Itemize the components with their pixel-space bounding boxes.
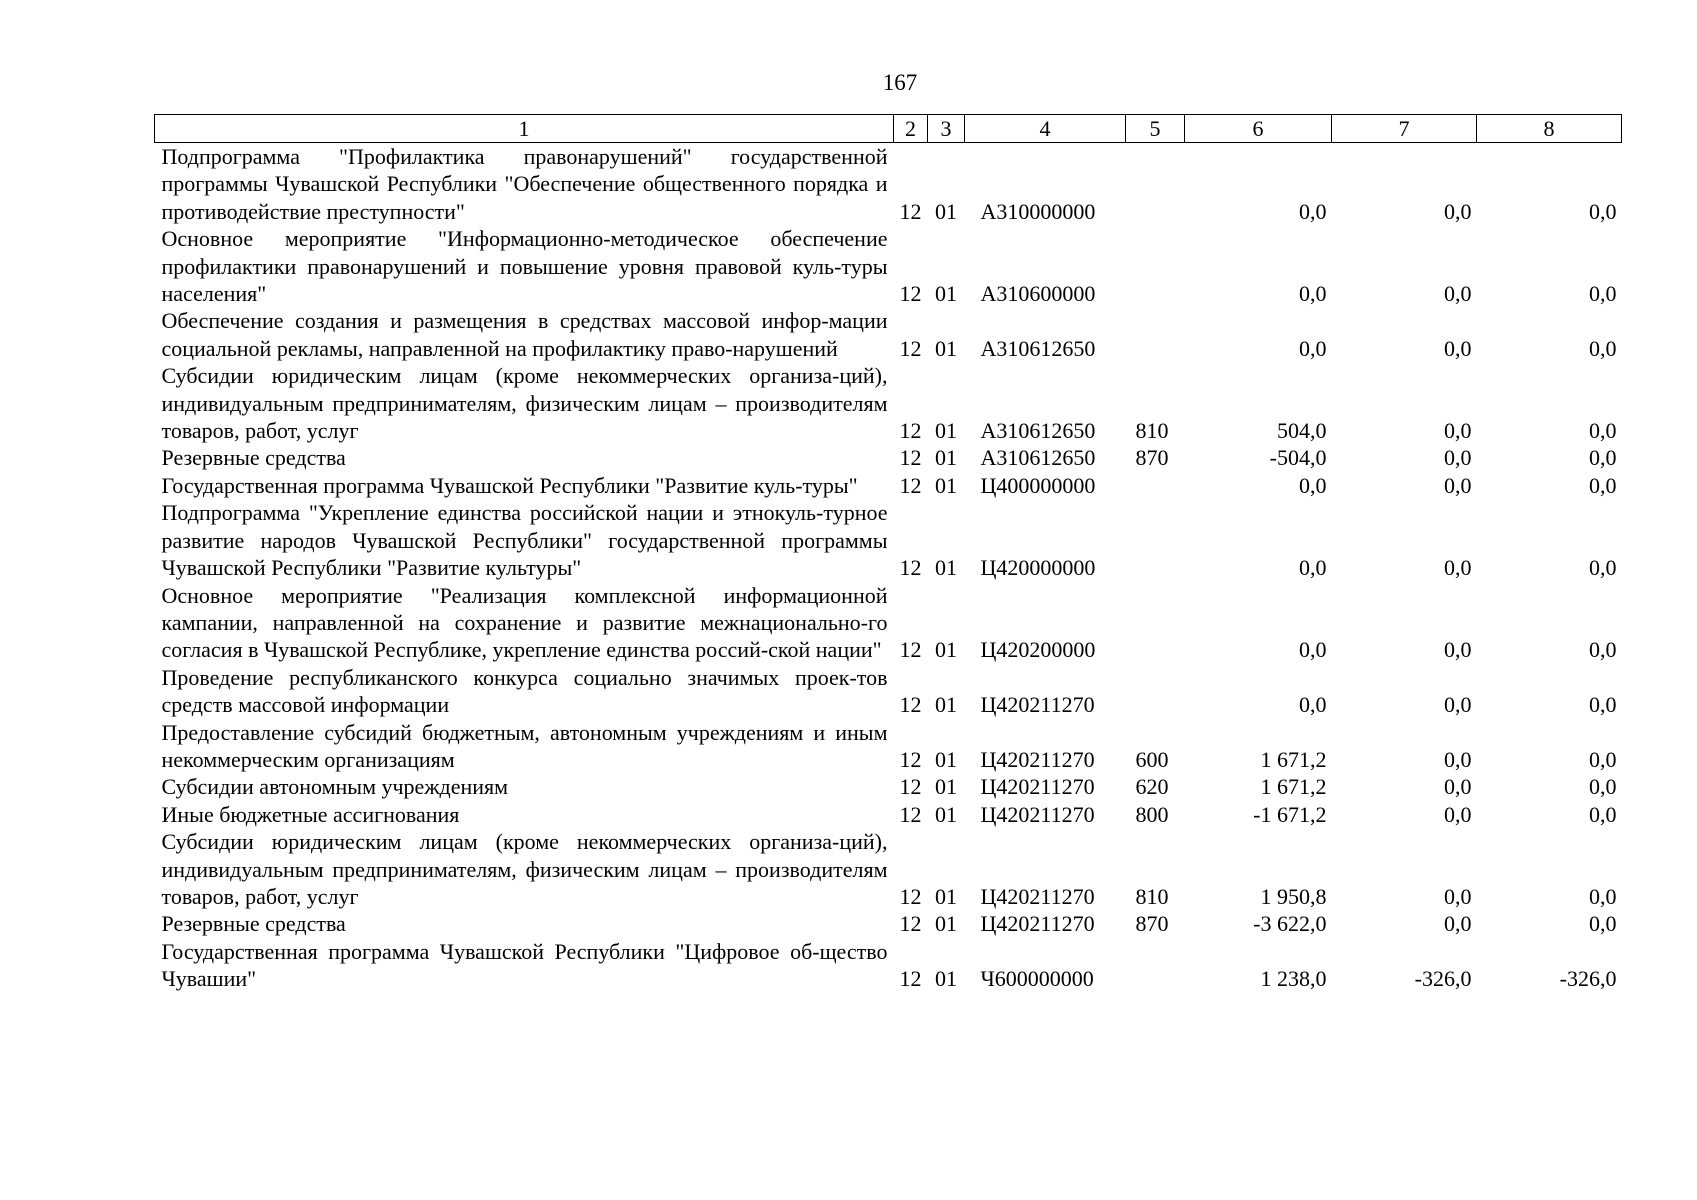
row-target-code: Ч600000000	[980, 966, 1094, 992]
row-expense-type	[1126, 664, 1185, 719]
table-row	[155, 582, 1622, 664]
table-row	[155, 307, 1622, 362]
table-row	[155, 472, 1622, 499]
row-amount-col7: 0,0	[1444, 472, 1472, 498]
row-target-code: Ц400000000	[980, 472, 1096, 498]
row-target-code: Ц420211270	[980, 774, 1095, 800]
row-target-code: Ц420200000	[980, 637, 1096, 663]
row-section: 12	[899, 637, 922, 663]
row-amount-col6: 0,0	[1299, 555, 1327, 581]
row-amount-col8: 0,0	[1589, 774, 1617, 800]
row-amount-col8: 0,0	[1589, 335, 1617, 361]
row-amount-col7: 0,0	[1444, 692, 1472, 718]
row-name: Субсидии юридическим лицам (кроме некоммерческих организа-ций), индивидуальным предпринимателям, физическим лицам – производителям товаров, работ, услуг	[161, 829, 888, 909]
row-amount-col7: 0,0	[1444, 774, 1472, 800]
row-subsection: 01	[935, 692, 957, 718]
row-amount-col7: 0,0	[1444, 746, 1472, 772]
row-target-code: Ц420211270	[980, 746, 1095, 772]
row-amount-col8: 0,0	[1589, 555, 1617, 581]
row-name: Основное мероприятие "Реализация комплексной информационной кампании, направленной на сохранение и развитие межнационально-го согласия в Чувашской Республике, укрепление единства россий-ской нации"	[161, 582, 888, 663]
row-section: 12	[899, 198, 922, 224]
row-expense-type	[1126, 499, 1185, 581]
row-name: Предоставление субсидий бюджетным, автономным учреждениям и иным некоммерческим организациям	[161, 719, 888, 772]
row-subsection: 01	[935, 555, 957, 581]
row-amount-col6: 0,0	[1299, 198, 1327, 224]
page-number: 167	[882, 70, 918, 95]
table-row	[155, 773, 1622, 800]
row-amount-col7: 0,0	[1444, 198, 1472, 224]
row-amount-col7: 0,0	[1444, 883, 1472, 909]
row-target-code: А310600000	[980, 281, 1096, 307]
header-cell-7: 7	[1332, 115, 1477, 143]
row-section: 12	[899, 692, 922, 718]
row-subsection: 01	[935, 637, 957, 663]
row-amount-col8: 0,0	[1589, 418, 1617, 444]
row-target-code: Ц420211270	[980, 883, 1095, 909]
row-amount-col8: 0,0	[1589, 746, 1617, 772]
row-subsection: 01	[935, 966, 957, 992]
header-cell-5: 5	[1126, 115, 1185, 143]
row-subsection: 01	[935, 335, 957, 361]
row-expense-type	[1126, 582, 1185, 664]
row-expense-type: 870	[1135, 445, 1169, 471]
row-amount-col7: 0,0	[1444, 637, 1472, 663]
table-row	[155, 143, 1622, 226]
row-amount-col8: 0,0	[1589, 281, 1617, 307]
row-name: Обеспечение создания и размещения в средствах массовой инфор-мации социальной рекламы, направленной на профилактику право-нарушений	[161, 308, 888, 361]
row-subsection: 01	[935, 883, 957, 909]
row-target-code: А310612650	[980, 335, 1096, 361]
row-name: Резервные средства	[161, 911, 346, 937]
row-target-code: Ц420211270	[980, 692, 1095, 718]
table-row	[155, 938, 1622, 993]
row-amount-col7: 0,0	[1444, 911, 1472, 937]
row-amount-col7: 0,0	[1444, 801, 1472, 827]
header-cell-4: 4	[965, 115, 1126, 143]
row-subsection: 01	[935, 472, 957, 498]
row-section: 12	[899, 335, 922, 361]
header-row	[155, 115, 1622, 143]
row-expense-type: 600	[1135, 746, 1169, 772]
row-amount-col6: -504,0	[1269, 445, 1327, 471]
row-amount-col6: 1 671,2	[1260, 746, 1327, 772]
table-row	[155, 910, 1622, 937]
row-expense-type	[1126, 225, 1185, 307]
row-expense-type	[1126, 307, 1185, 362]
row-section: 12	[899, 966, 922, 992]
row-amount-col7: 0,0	[1444, 335, 1472, 361]
row-amount-col7: 0,0	[1444, 555, 1472, 581]
header-cell-8: 8	[1477, 115, 1622, 143]
row-section: 12	[899, 555, 922, 581]
row-target-code: Ц420211270	[980, 911, 1095, 937]
row-amount-col7: -326,0	[1414, 966, 1472, 992]
row-section: 12	[899, 281, 922, 307]
row-amount-col6: 0,0	[1299, 637, 1327, 663]
row-amount-col6: 1 950,8	[1260, 883, 1327, 909]
row-expense-type: 870	[1135, 911, 1169, 937]
table-row	[155, 499, 1622, 581]
row-amount-col6: -1 671,2	[1253, 801, 1327, 827]
row-expense-type	[1126, 938, 1185, 993]
row-target-code: А310612650	[980, 418, 1096, 444]
table-body	[155, 143, 1622, 993]
row-target-code: Ц420211270	[980, 801, 1095, 827]
row-amount-col8: 0,0	[1589, 801, 1617, 827]
table-row	[155, 225, 1622, 307]
row-amount-col8: 0,0	[1589, 198, 1617, 224]
row-subsection: 01	[935, 281, 957, 307]
row-name: Иные бюджетные ассигнования	[161, 801, 460, 827]
row-section: 12	[899, 801, 922, 827]
row-subsection: 01	[935, 418, 957, 444]
row-amount-col7: 0,0	[1444, 445, 1472, 471]
row-amount-col6: 0,0	[1299, 472, 1327, 498]
row-subsection: 01	[935, 774, 957, 800]
header-cell-3: 3	[928, 115, 965, 143]
row-subsection: 01	[935, 198, 957, 224]
row-amount-col6: 0,0	[1299, 281, 1327, 307]
row-name: Субсидии автономным учреждениям	[161, 774, 509, 800]
row-section: 12	[899, 746, 922, 772]
row-amount-col8: 0,0	[1589, 445, 1617, 471]
row-name: Основное мероприятие "Информационно-методическое обеспечение профилактики правонарушений и повышение уровня правовой куль-туры населения"	[161, 226, 888, 307]
row-section: 12	[899, 883, 922, 909]
row-amount-col8: -326,0	[1559, 966, 1617, 992]
row-target-code: А310612650	[980, 445, 1096, 471]
row-target-code: Ц420000000	[980, 555, 1096, 581]
row-amount-col8: 0,0	[1589, 637, 1617, 663]
row-amount-col6: 0,0	[1299, 692, 1327, 718]
table-row	[155, 444, 1622, 471]
row-expense-type: 810	[1135, 883, 1169, 909]
table-row	[155, 362, 1622, 444]
row-section: 12	[899, 472, 922, 498]
row-amount-col8: 0,0	[1589, 692, 1617, 718]
row-name: Резервные средства	[161, 445, 346, 471]
row-subsection: 01	[935, 801, 957, 827]
row-name: Подпрограмма "Укрепление единства российской нации и этнокуль-турное развитие народов Чувашской Республики" государственной программы Чувашской Республики "Развитие культуры"	[161, 500, 888, 581]
row-section: 12	[899, 911, 922, 937]
table-row	[155, 664, 1622, 719]
row-amount-col6: -3 622,0	[1253, 911, 1327, 937]
row-amount-col8: 0,0	[1589, 472, 1617, 498]
budget-table	[154, 114, 1622, 993]
row-target-code: А310000000	[980, 198, 1096, 224]
row-name: Субсидии юридическим лицам (кроме некоммерческих организа-ций), индивидуальным предпринимателям, физическим лицам – производителям товаров, работ, услуг	[161, 363, 888, 444]
row-expense-type: 620	[1135, 774, 1169, 800]
table-row	[155, 828, 1622, 910]
row-amount-col8: 0,0	[1589, 911, 1617, 937]
header-cell-2: 2	[894, 115, 928, 143]
row-name: Проведение республиканского конкурса социально значимых проек-тов средств массовой информации	[161, 664, 888, 718]
row-section: 12	[899, 445, 922, 471]
header-cell-6: 6	[1185, 115, 1332, 143]
row-amount-col6: 0,0	[1299, 335, 1327, 361]
row-name: Подпрограмма "Профилактика правонарушений" государственной программы Чувашской Республики "Обеспечение общественного порядка и противодействие преступности"	[161, 144, 888, 224]
row-amount-col7: 0,0	[1444, 281, 1472, 307]
row-amount-col6: 1 238,0	[1260, 966, 1327, 992]
row-subsection: 01	[935, 445, 957, 471]
table-row	[155, 801, 1622, 828]
row-expense-type: 800	[1135, 801, 1169, 827]
row-expense-type	[1126, 472, 1185, 499]
row-amount-col7: 0,0	[1444, 418, 1472, 444]
row-section: 12	[899, 774, 922, 800]
row-amount-col6: 1 671,2	[1260, 774, 1327, 800]
row-amount-col6: 504,0	[1277, 418, 1327, 444]
row-name: Государственная программа Чувашской Республики "Развитие куль-туры"	[161, 472, 858, 498]
row-subsection: 01	[935, 746, 957, 772]
table-row	[155, 719, 1622, 774]
row-name: Государственная программа Чувашской Республики "Цифровое об-щество Чувашии"	[161, 938, 888, 992]
header-cell-1: 1	[155, 115, 894, 143]
row-section: 12	[899, 418, 922, 444]
row-expense-type	[1126, 143, 1185, 226]
row-amount-col8: 0,0	[1589, 883, 1617, 909]
row-expense-type: 810	[1135, 418, 1169, 444]
row-subsection: 01	[935, 911, 957, 937]
